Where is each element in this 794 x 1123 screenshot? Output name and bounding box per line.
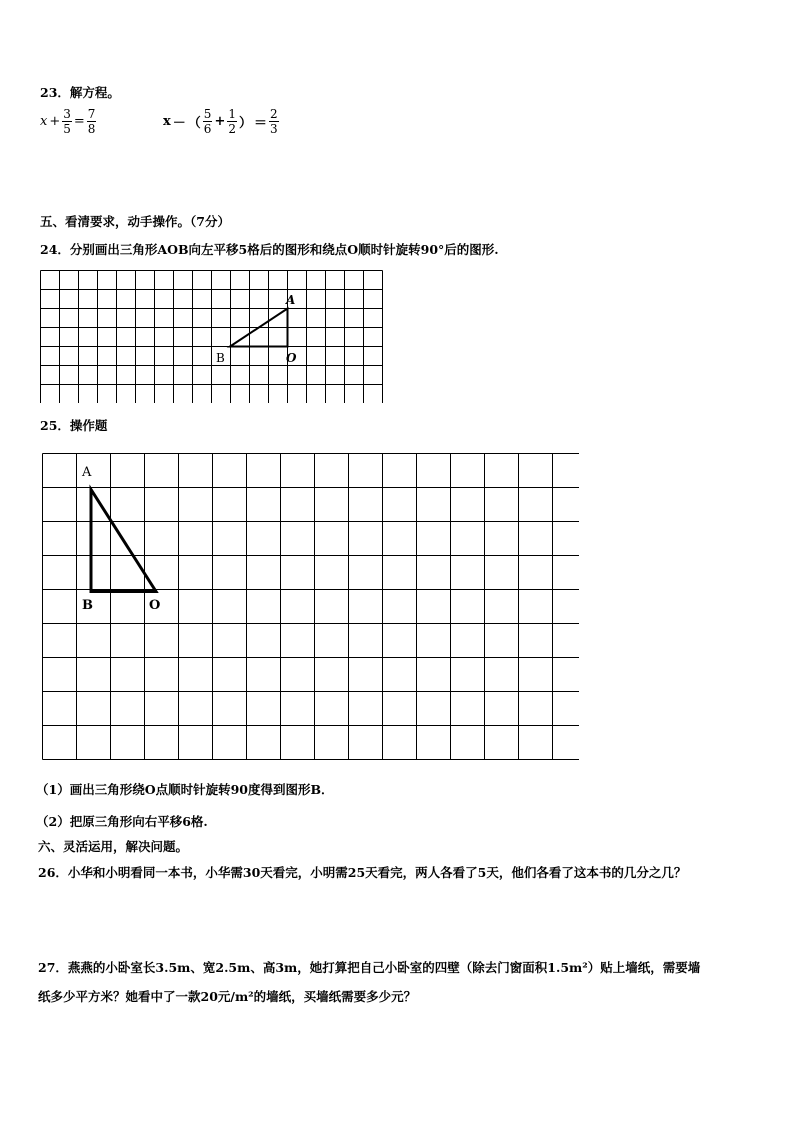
eq1-variable: x <box>40 114 48 129</box>
q25-task-1: （1）画出三角形绕O点顺时针旋转90度得到图形B． <box>36 782 334 797</box>
q25-label-b: B <box>82 598 93 613</box>
q25-triangle <box>91 490 156 592</box>
eq2-plus: + <box>214 114 226 129</box>
q25-label-o: O <box>149 598 161 613</box>
eq2-fraction-2 <box>227 108 237 135</box>
eq2-fraction-3 <box>269 108 279 135</box>
section-5-heading: 五、看清要求，动手操作。（7分） <box>40 214 230 229</box>
q26-text: 26．小华和小明看同一本书，小华需30天看完，小明需25天看完，两人各看了5天，他们各看了这本书的几分之几？ <box>38 865 687 880</box>
eq2-frac2-numerator: 1 <box>228 107 236 121</box>
eq1-frac1-denominator: 5 <box>63 122 71 136</box>
eq2-equals: ＝ <box>254 116 268 131</box>
q24-label-o: O <box>286 351 297 365</box>
eq1-fraction-1 <box>62 108 72 135</box>
q25-label-a: A <box>82 465 92 480</box>
equation-1 <box>40 108 96 135</box>
eq2-frac3-denominator: 3 <box>270 122 278 136</box>
q25-heading: 25．操作题 <box>40 418 108 433</box>
eq2-frac1-denominator: 6 <box>203 122 212 136</box>
q25-grid <box>42 453 579 760</box>
eq2-variable: x <box>163 114 171 129</box>
eq1-frac1-numerator: 3 <box>63 107 71 121</box>
eq2-right-paren: ） <box>238 116 252 131</box>
eq2-left-paren: （ <box>187 116 201 131</box>
q25-task-2: （2）把原三角形向右平移6格. <box>36 814 208 829</box>
eq2-fraction-1 <box>203 108 213 135</box>
eq1-operator: + <box>49 114 61 129</box>
q24-grid <box>40 270 383 403</box>
eq2-frac1-numerator: 5 <box>203 107 212 121</box>
eq2-frac3-numerator: 2 <box>270 107 278 121</box>
q24-text: 24．分别画出三角形AOB向左平移5格后的图形和绕点O顺时针旋转90°后的图形. <box>40 242 499 257</box>
equation-2 <box>163 108 279 135</box>
eq1-equals: = <box>73 114 85 129</box>
eq2-minus: － <box>172 116 186 131</box>
section-6-heading: 六、灵活运用，解决问题。 <box>38 839 189 854</box>
q23-heading: 23．解方程。 <box>40 85 120 100</box>
q27-line-1: 27．燕燕的小卧室长3.5m、宽2.5m、高3m，她打算把自己小卧室的四壁（除去门窗面积1.5m²）贴上墙纸，需要墙 <box>38 960 701 975</box>
eq2-frac2-denominator: 2 <box>228 122 236 136</box>
q24-label-b: B <box>216 351 225 365</box>
eq1-frac2-numerator: 7 <box>87 107 96 121</box>
q24-label-a: A <box>286 293 296 307</box>
eq1-fraction-2 <box>87 108 97 135</box>
q27-line-2: 纸多少平方米？她看中了一款20元/m²的墙纸，买墙纸需要多少元？ <box>38 989 417 1004</box>
eq1-frac2-denominator: 8 <box>87 122 96 136</box>
